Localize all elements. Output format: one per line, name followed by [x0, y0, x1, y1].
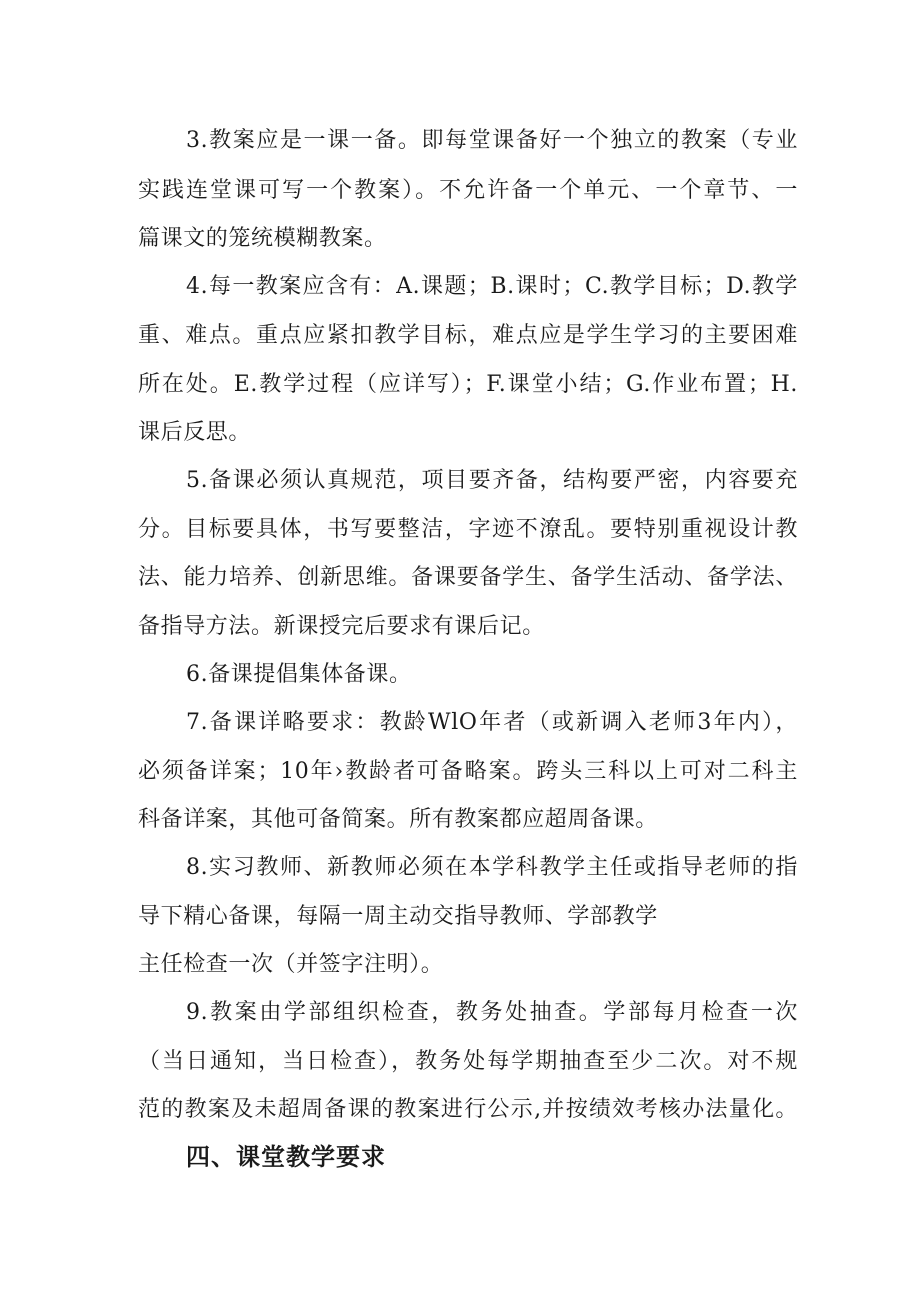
- paragraph-5-line-3: 法、能力培养、创新思维。备课要备学生、备学生活动、备学法、: [138, 565, 798, 590]
- paragraph-9-line-3: 范的教案及未超周备课的教案进行公示,并按绩效考核办法量化。: [138, 1097, 798, 1122]
- paragraph-8-line-1: 8.实习教师、新教师必须在本学科教学主任或指导老师的指: [186, 855, 798, 880]
- paragraph-8-line-3: 主任检查一次（并签字注明）。: [138, 952, 444, 977]
- paragraph-3-line-1: 3.教案应是一课一备。即每堂课备好一个独立的教案（专业: [186, 128, 798, 153]
- paragraph-7-line-1: 7.备课详略要求：教龄WlO年者（或新调入老师3年内），: [186, 710, 798, 735]
- paragraph-6-line-1: 6.备课提倡集体备课。: [186, 662, 412, 687]
- paragraph-7-line-3: 科备详案，其他可备简案。所有教案都应超周备课。: [138, 807, 658, 832]
- paragraph-9-line-2: （当日通知，当日检查），教务处每学期抽查至少二次。对不规: [138, 1049, 798, 1074]
- paragraph-4-line-3: 所在处。E.教学过程（应详写）；F.课堂小结；G.作业布置；H.: [138, 372, 798, 397]
- paragraph-7-line-2: 必须备详案；10年›教龄者可备略案。跨头三科以上可对二科主: [138, 759, 798, 784]
- section-heading: 四、课堂教学要求: [186, 1142, 386, 1171]
- paragraph-5-line-4: 备指导方法。新课授完后要求有课后记。: [138, 614, 545, 639]
- paragraph-4-line-1: 4.每一教案应含有：A.课题；B.课时；C.教学目标；D.教学: [186, 274, 798, 299]
- paragraph-8-line-2: 导下精心备课，每隔一周主动交指导教师、学部教学: [138, 904, 658, 929]
- paragraph-9-line-1: 9.教案由学部组织检查，教务处抽查。学部每月检查一次: [186, 1000, 798, 1025]
- paragraph-3-line-2: 实践连堂课可写一个教案）。不允许备一个单元、一个章节、一: [138, 178, 798, 203]
- paragraph-3-line-3: 篇课文的笼统模糊教案。: [138, 226, 387, 251]
- paragraph-4-line-2: 重、难点。重点应紧扣教学目标，难点应是学生学习的主要困难: [138, 323, 798, 348]
- paragraph-5-line-2: 分。目标要具体，书写要整洁，字迹不潦乱。要特别重视设计教: [138, 517, 798, 542]
- paragraph-5-line-1: 5.备课必须认真规范，项目要齐备，结构要严密，内容要充: [186, 468, 798, 493]
- paragraph-4-line-4: 课后反思。: [138, 420, 252, 445]
